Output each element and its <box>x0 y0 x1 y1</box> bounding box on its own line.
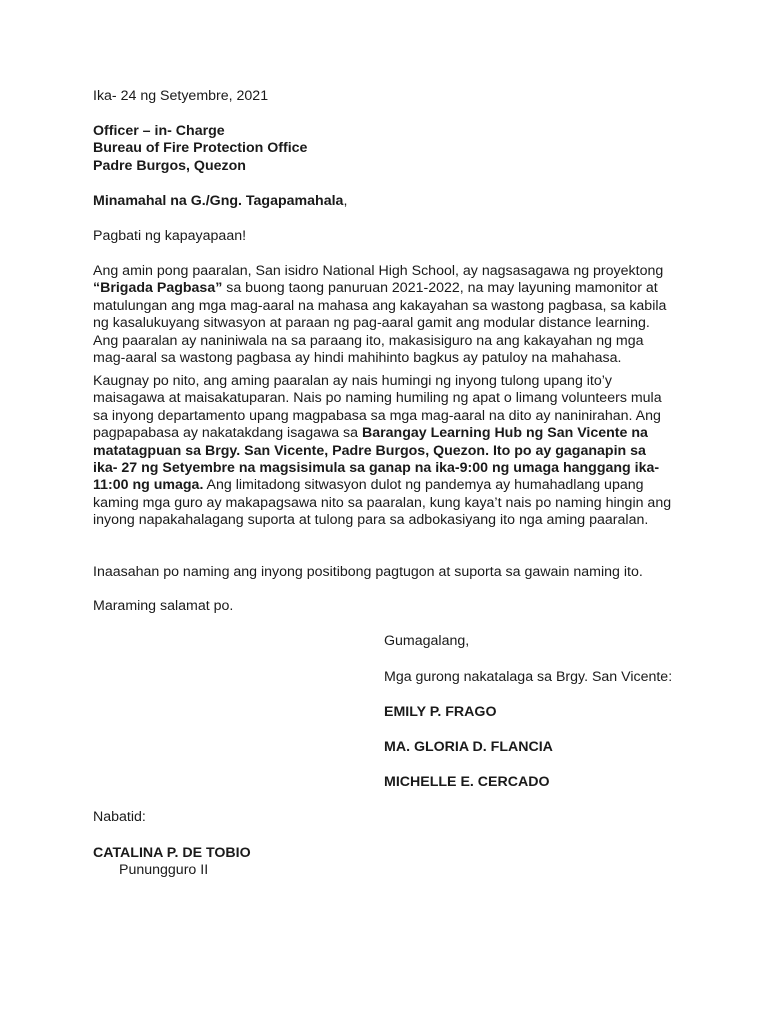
principal-name: CATALINA P. DE TOBIO <box>93 845 251 861</box>
paragraph-2-text-a: Kaugnay po nito, ang aming paaralan ay nais humingi ng inyong tulong upang ito’y maisagawa at maisakatuparan. Nais po naming humiling ng apat o limang volunteers mula sa inyong departamento upang magpabasa sa mga mag-aaral na dito ay naninirahan. Ang pagpapabasa ay nakatakdang isagawa sa <box>93 373 662 442</box>
paragraph-3: Inaasahan po naming ang inyong positibong pagtugon at suporta sa gawain naming ito. <box>93 564 643 580</box>
recipient-block <box>93 123 673 175</box>
event-details: Barangay Learning Hub ng San Vicente na matatagpuan sa Brgy. San Vicente, Padre Burgos, Quezon. Ito po ay gaganapin sa ika- 27 ng Setyembre na magsisimula sa ganap na ika-9:00 ng umaga hanggang ika-11:00 ng umaga. <box>93 425 660 494</box>
letter-date: Ika- 24 ng Setyembre, 2021 <box>93 88 269 104</box>
paragraph-2 <box>93 373 673 530</box>
teachers-intro: Mga gurong nakatalaga sa Brgy. San Vicente: <box>384 669 673 685</box>
recipient-line-3: Padre Burgos, Quezon <box>93 157 246 174</box>
noted-label: Nabatid: <box>93 809 146 825</box>
recipient-line-1: Officer – in- Charge <box>93 123 225 139</box>
paragraph-1 <box>93 263 673 367</box>
greeting: Pagbati ng kapayapaan! <box>93 228 247 244</box>
paragraph-1-text-a: Ang amin pong paaralan, San isidro National High School, ay nagsasagawa ng proyektong <box>93 263 664 279</box>
signatory-1: EMILY P. FRAGO <box>384 704 497 720</box>
paragraph-1-text-b: sa buong taong panuruan 2021-2022, na may layuning mamonitor at matulungan ang mga mag-aaral na mahasa ang kakayahan sa wastong pagbasa, sa kabila ng kasalukuyang sitwasyon at paraan ng pag-aaral gamit ang modular distance learning. Ang paaralan ay naniniwala na sa paraang ito, makasisiguro na ang kakayahan ng mga mag-aaral sa wastong pagbasa ay hindi mahihinto bagkus ay patuloy na mahahasa. <box>93 280 667 367</box>
salutation-text: Minamahal na G./Gng. Tagapamahala <box>93 193 344 209</box>
salutation <box>93 193 673 210</box>
signatory-2: MA. GLORIA D. FLANCIA <box>384 739 553 755</box>
paragraph-2-text-b: Ang limitadong sitwasyon dulot ng pandemya ay humahadlang upang kaming mga guro ay makapagsawa nito sa paaralan, kung kaya’t nais po naming hingin ang inyong napakahalagang suporta at tulong para sa adbokasiyang ito nga aming paaralan. <box>93 477 672 529</box>
recipient-line-2: Bureau of Fire Protection Office <box>93 140 308 157</box>
signatory-3: MICHELLE E. CERCADO <box>384 774 550 790</box>
closing: Gumagalang, <box>384 633 470 649</box>
principal-title: Punungguro II <box>119 862 209 878</box>
salutation-punct: , <box>343 193 348 209</box>
project-name: “Brigada Pagbasa” <box>93 280 223 297</box>
thanks-line: Maraming salamat po. <box>93 598 234 614</box>
